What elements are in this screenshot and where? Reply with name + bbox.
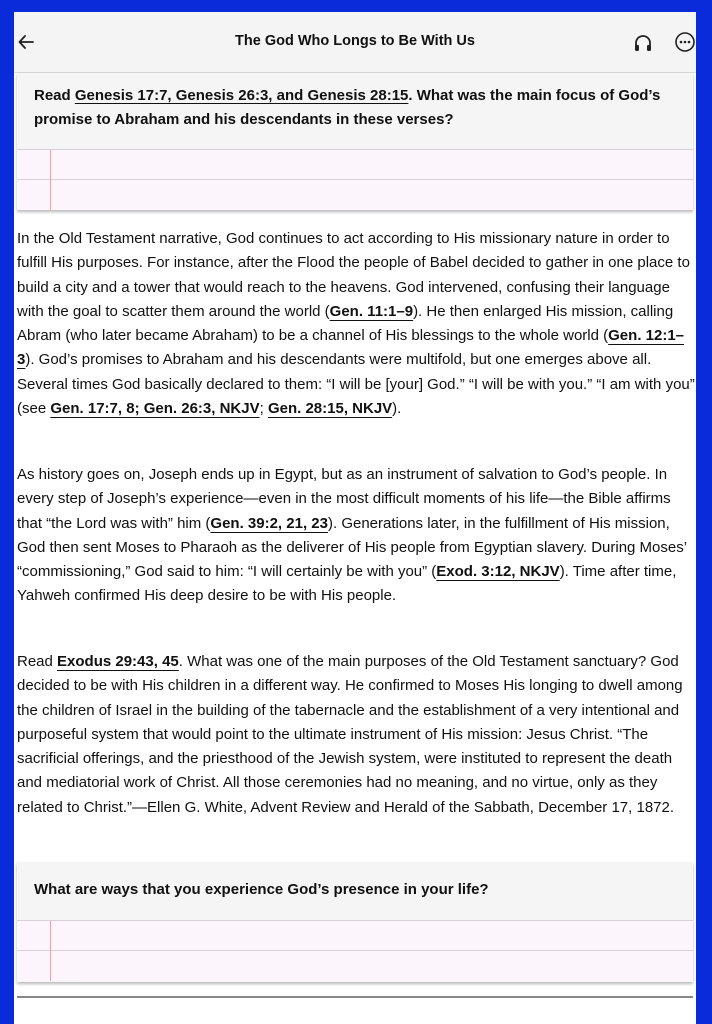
- question-text-2: What are ways that you experience God’s presence in your life?: [34, 881, 489, 898]
- scripture-link[interactable]: Exodus 29:43, 45: [57, 653, 179, 670]
- more-options-button[interactable]: [674, 31, 696, 53]
- question-card-1: [17, 73, 693, 210]
- answer-field-2[interactable]: [17, 920, 693, 981]
- page-title: The God Who Longs to Be With Us: [235, 33, 475, 49]
- headphones-icon: [632, 32, 654, 54]
- answer-field-1[interactable]: [17, 149, 693, 210]
- audio-button[interactable]: [632, 32, 654, 54]
- more-options-icon: [674, 31, 696, 53]
- bottom-divider: [17, 996, 693, 998]
- question-card-2: [17, 862, 693, 982]
- app-screen: [14, 12, 696, 1024]
- top-bar: [14, 12, 696, 73]
- scripture-link[interactable]: Gen. 39:2, 21, 23: [210, 514, 328, 532]
- scripture-link[interactable]: Gen. 28:15, NKJV: [267, 400, 393, 418]
- arrow-left-icon: [17, 33, 35, 51]
- scripture-link[interactable]: Gen. 17:7, 8; Gen. 26:3, NKJV: [50, 400, 260, 418]
- paragraph-1: In the Old Testament narrative, God continues to act according to His missionary nature in order to fulfill His purposes. For instance, after the Flood the people of Babel decided to gather in one place to build a city and a tower that would reach to the heavens. God intervened, confusing their language with the goal to scatter them around the world (Gen. 11:1–9). He then enlarged His mission, calling Abram (who later became Abraham) to be a channel of His blessings to the whole world (Gen. 12:1–3). God’s promises to Abraham and his descendants were multifold, but one emerges above all. Several times God basically declared to them: “I will be [your] God.” “I will be with you.” “I am with you” (see Gen. 17:7, 8; Gen. 26:3, NKJV; Gen. 28:15, NKJV).: [17, 230, 695, 418]
- scripture-link[interactable]: Exod. 3:12, NKJV: [436, 563, 560, 581]
- paragraph-2: As history goes on, Joseph ends up in Egypt, but as an instrument of salvation to God’s people. In every step of Joseph’s experience—even in the most difficult moments of his life—the Bible affirms that “the Lord was with” him (Gen. 39:2, 21, 23). Generations later, in the fulfillment of His mission, God then sent Moses to Pharaoh as the deliverer of His people from Egyptian slavery. During Moses’ “commissioning,” God said to him: “I will certainly be with you” (Exod. 3:12, NKJV). Time after time, Yahweh confirmed His deep desire to be with His people.: [17, 466, 687, 605]
- scripture-link-genesis[interactable]: Genesis 17:7, Genesis 26:3, and Genesis 28:15: [74, 87, 409, 104]
- paragraph-3: Read Exodus 29:43, 45. What was one of the main purposes of the Old Testament sanctuary? God decided to be with His children in a different way. He confirmed to Moses His longing to dwell among the children of Israel in the building of the tabernacle and the establishment of a very intentional and purposeful system that would point to the ultimate instrument of His mission: Jesus Christ. “The sacrificial offerings, and the priesthood of the Jewish system, were instituted to represent the death and mediatorial work of Christ. All those ceremonies had no meaning, and no virtue, only as they related to Christ.”—Ellen G. White, Advent Review and Herald of the Sabbath, December 17, 1872.: [17, 653, 683, 816]
- scripture-link[interactable]: Gen. 12:1–3: [17, 327, 685, 369]
- scripture-link[interactable]: Gen. 11:1–9: [329, 302, 414, 320]
- question-text-1: Read Genesis 17:7, Genesis 26:3, and Genesis 28:15. What was the main focus of God’s promise to Abraham and his descendants in these verses?: [34, 87, 661, 128]
- back-button[interactable]: [14, 30, 38, 54]
